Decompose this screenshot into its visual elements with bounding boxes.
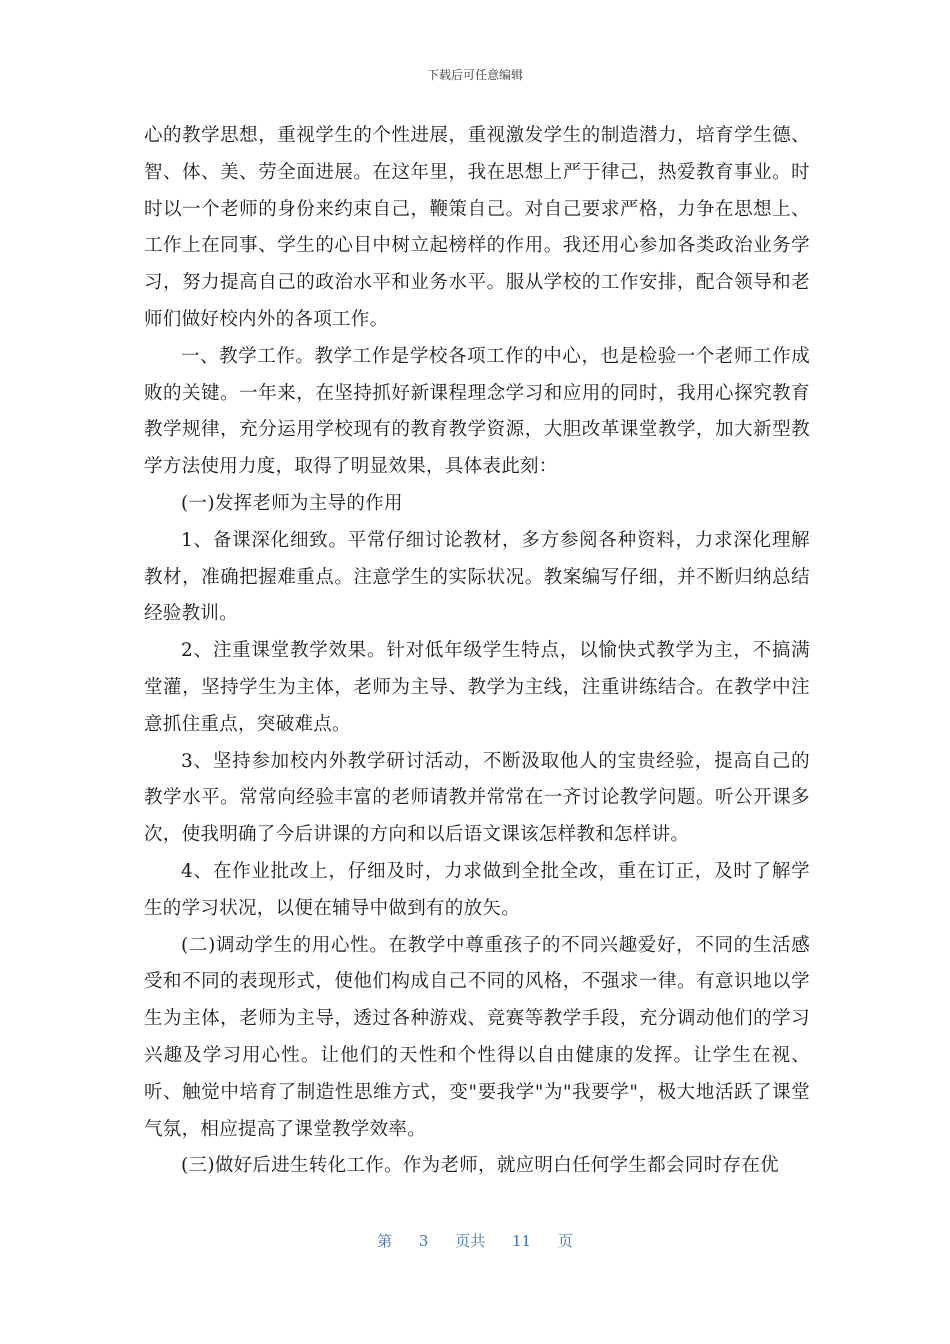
paragraph-3: (一)发挥老师为主导的作用 — [181, 492, 403, 514]
paragraph-2: 一、教学工作。教学工作是学校各项工作的中心，也是检验一个老师工作成败的关键。一年来，在坚持抓好新课程理念学习和应用的同时，我用心探究教育教学规律，充分运用学校现有的教育教学资源，大胆改革课堂教学，加大新型教学方法使用力度，取得了明显效果，具体表此刻： — [144, 345, 810, 478]
paragraph-6: 3、坚持参加校内外教学研讨活动，不断汲取他人的宝贵经验，提高自己的教学水平。常常向经验丰富的老师请教并常常在一齐讨论教学问题。听公开课多次，使我明确了今后讲课的方向和以后语文课该怎样教和怎样讲。 — [144, 750, 810, 846]
paragraph-9: (三)做好后进生转化工作。作为老师，就应明白任何学生都会同时存在优 — [181, 1155, 779, 1177]
document-body — [144, 118, 810, 1185]
paragraph-1: 心的教学思想，重视学生的个性进展，重视激发学生的制造潜力，培育学生德、智、体、美、劳全面进展。在这年里，我在思想上严于律己，热爱教育事业。时时以一个老师的身份来约束自己，鞭策自己。对自己要求严格，力争在思想上、工作上在同事、学生的心目中树立起榜样的作用。我还用心参加各类政治业务学习，努力提高自己的政治水平和业务水平。服从学校的工作安排，配合领导和老师们做好校内外的各项工作。 — [144, 125, 810, 330]
footer-total-unit: 页 — [557, 1232, 573, 1250]
paragraph-8: (二)调动学生的用心性。在教学中尊重孩子的不同兴趣爱好，不同的生活感受和不同的表现形式，使他们构成自己不同的风格，不强求一律。有意识地以学生为主体，老师为主导，透过各种游戏、竞赛等教学手段，充分调动他们的学习兴趣及学习用心性。让他们的天性和个性得以自由健康的发挥。让学生在视、听、触觉中培育了制造性思维方式，变"要我学"为"我要学"，极大地活跃了课堂气氛，相应提高了课堂教学效率。 — [144, 934, 810, 1140]
footer-page-number: 3 — [418, 1232, 429, 1250]
footer-total-pages: 11 — [512, 1232, 532, 1250]
footer-page-label: 第 — [377, 1232, 393, 1250]
paragraph-7: 4、在作业批改上，仔细及时，力求做到全批全改，重在订正，及时了解学生的学习状况，以便在辅导中做到有的放矢。 — [144, 860, 810, 919]
page-footer — [0, 1230, 950, 1251]
paragraph-5: 2、注重课堂教学效果。针对低年级学生特点，以愉快式教学为主，不搞满堂灌，坚持学生为主体，老师为主导、教学为主线，注重讲练结合。在教学中注意抓住重点，突破难点。 — [144, 640, 810, 735]
page-header: 下载后可任意编辑 — [426, 68, 523, 82]
paragraph-4: 1、备课深化细致。平常仔细讨论教材，多方参阅各种资料，力求深化理解教材，准确把握难重点。注意学生的实际状况。教案编写仔细，并不断归纳总结经验教训。 — [144, 529, 810, 625]
footer-page-unit: 页共 — [455, 1232, 486, 1250]
